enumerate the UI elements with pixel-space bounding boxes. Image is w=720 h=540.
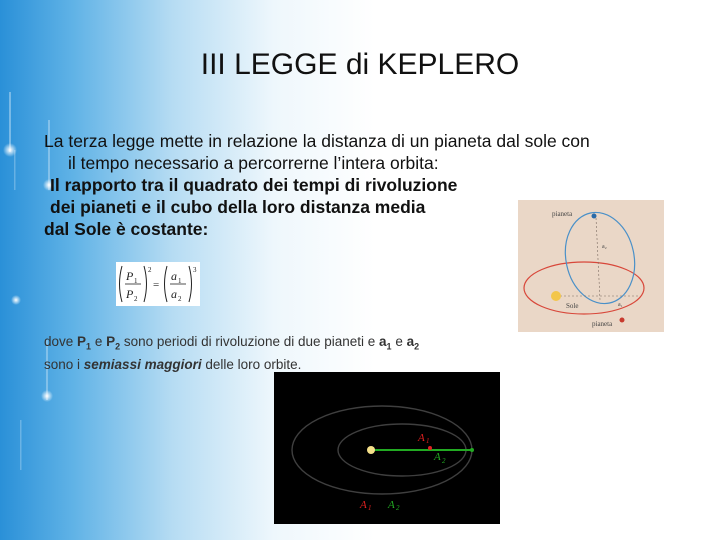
formula-p2: P xyxy=(126,287,134,301)
formula-exp-left: 2 xyxy=(148,266,152,274)
page-title: III LEGGE di KEPLERO xyxy=(200,48,520,81)
label-sole: Sole xyxy=(566,302,579,310)
formula-a1: a xyxy=(171,269,177,283)
kepler-formula xyxy=(116,262,200,306)
intro-line-2: il tempo necessario a percorrerne l’intera orbita: xyxy=(68,153,439,173)
description-line-2: sono i semiassi maggiori delle loro orbite. xyxy=(44,356,302,372)
label-A2-bottom-sub: 2 xyxy=(396,504,400,512)
label-A2-sub: 2 xyxy=(442,457,446,465)
formula-exp-right: 3 xyxy=(193,266,197,274)
law-statement-line-2: dei pianeti e il cubo della loro distanza media xyxy=(50,197,426,217)
formula-p2-sub: 2 xyxy=(134,295,138,303)
label-A1-top-sub: 1 xyxy=(426,437,430,445)
description xyxy=(44,333,514,374)
label-A1-bottom-sub: 1 xyxy=(368,504,372,512)
label-A2-bottom: A xyxy=(388,499,395,511)
formula-a1-sub: 1 xyxy=(178,277,182,285)
orbit-diagram xyxy=(274,372,500,524)
law-statement-line-3: dal Sole è costante: xyxy=(44,219,209,239)
label-A2: A xyxy=(434,451,441,463)
label-A1-top: A xyxy=(418,432,425,444)
label-planet-bottom: pianeta xyxy=(592,320,613,328)
intro-line-1: La terza legge mette in relazione la distanza di un pianeta dal sole con xyxy=(44,131,590,151)
formula-equals: = xyxy=(153,279,160,291)
formula-p1-sub: 1 xyxy=(134,277,138,285)
label-a1: a₁ xyxy=(618,302,623,308)
law-statement-line-1: Il rapporto tra il quadrato dei tempi di rivoluzione xyxy=(50,175,458,195)
label-planet-top: pianeta xyxy=(552,210,573,218)
label-A1-bottom: A xyxy=(360,499,367,511)
label-a2: a₂ xyxy=(602,244,607,250)
formula-p1: P xyxy=(126,269,134,283)
orbit-illustration xyxy=(518,200,664,332)
description-line-1: dove $P_1$ e $P_2$ sono periodi di rivoluzione di due pianeti e $a_1$ e $a_2$ xyxy=(44,334,420,352)
formula-a2: a xyxy=(171,287,177,301)
formula-a2-sub: 2 xyxy=(178,295,182,303)
